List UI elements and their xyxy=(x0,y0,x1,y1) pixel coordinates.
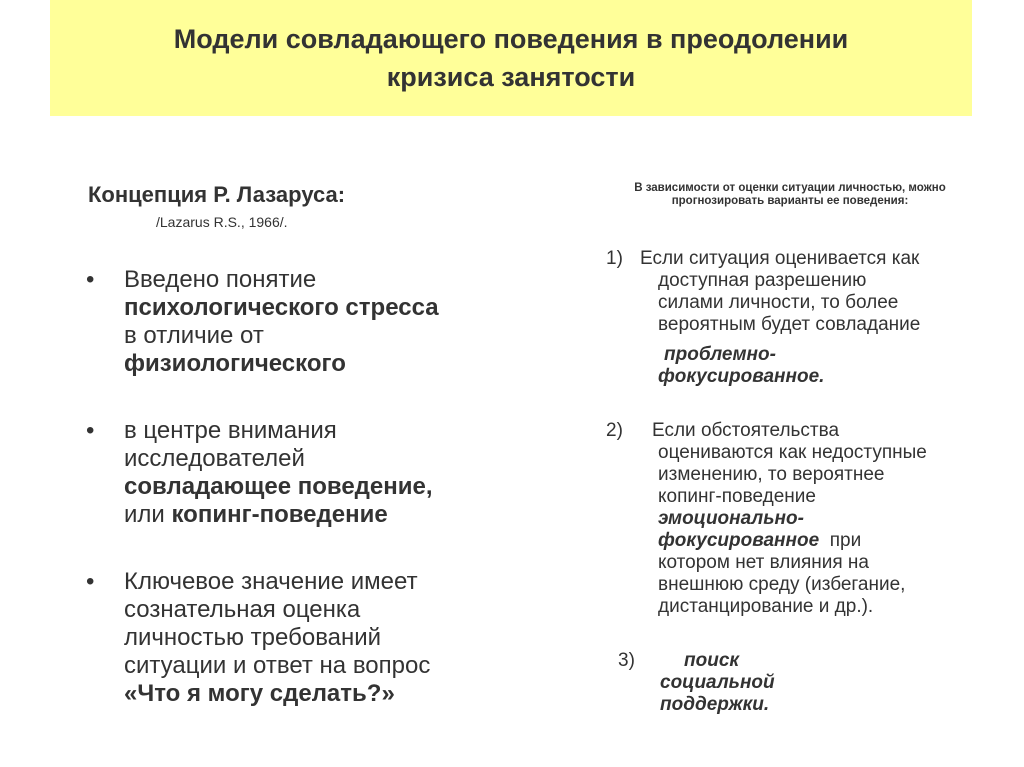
bullet-marker: • xyxy=(86,568,95,595)
right-intro-line-2: прогнозировать варианты ее поведения: xyxy=(671,195,909,207)
item-2-line-9: дистанцирование и др.). xyxy=(658,596,874,617)
item-2-line-6-rest: при xyxy=(819,530,862,551)
concept-heading: Концепция Р. Лазаруса: xyxy=(88,182,346,207)
item-3-line-3: поддержки. xyxy=(660,694,770,715)
bullet-3-line-5: «Что я могу сделать?» xyxy=(124,680,395,707)
item-1-line-6: фокусированное. xyxy=(658,366,825,387)
bullet-marker: • xyxy=(86,417,95,444)
item-2-line-8: внешнюю среду (избегание, xyxy=(658,574,906,595)
right-intro-line-1: В зависимости от оценки ситуации личностью, можно xyxy=(634,182,946,194)
item-2-line-2: оцениваются как недоступные xyxy=(658,442,927,463)
item-3-number: 3) xyxy=(618,650,635,671)
numbered-item-3 xyxy=(618,650,775,715)
bullet-2-line-1: в центре внимания xyxy=(124,417,337,444)
item-2-line-3: изменению, то вероятнее xyxy=(658,464,885,485)
title-banner xyxy=(50,0,972,116)
bullet-3-line-4: ситуации и ответ на вопрос xyxy=(124,652,431,679)
item-2-number: 2) xyxy=(606,420,623,441)
bullet-1-line-4: физиологического xyxy=(124,350,346,377)
slide-title xyxy=(174,20,849,96)
bullet-2-line-4-prefix: или xyxy=(124,501,172,528)
item-2-line-7: котором нет влияния на xyxy=(658,552,869,573)
bullet-3-line-1: Ключевое значение имеет xyxy=(124,568,418,595)
bullet-2-line-4: копинг-поведение xyxy=(171,501,388,528)
title-line-2: кризиса занятости xyxy=(386,62,636,92)
title-line-1: Модели совладающего поведения в преодолении xyxy=(173,24,849,54)
item-3-line-2: социальной xyxy=(660,672,775,693)
numbered-item-1 xyxy=(606,248,921,387)
item-2-line-5: эмоционально- xyxy=(658,508,804,529)
numbered-item-2 xyxy=(606,420,927,617)
bullet-3-line-3: личностью требований xyxy=(124,624,382,651)
item-2-line-4: копинг-поведение xyxy=(658,486,816,507)
item-1-line-3: силами личности, то более xyxy=(658,292,899,313)
item-2-line-6: фокусированное xyxy=(658,530,820,551)
item-1-line-1: Если ситуация оценивается как xyxy=(640,248,920,269)
bullet-3-line-2: сознательная оценка xyxy=(124,596,361,623)
item-1-line-4: вероятным будет совладание xyxy=(658,314,921,335)
item-1-number: 1) xyxy=(606,248,623,269)
item-3-line-1: поиск xyxy=(684,650,740,671)
item-2-line-1: Если обстоятельства xyxy=(652,420,840,441)
bullet-1-line-1: Введено понятие xyxy=(124,266,317,293)
bullet-1-line-3: в отличие от xyxy=(124,322,264,349)
bullet-2-line-3: совладающее поведение, xyxy=(124,473,433,500)
bullet-1-line-2: психологического стресса xyxy=(124,294,439,321)
right-intro xyxy=(580,182,1000,208)
bullet-marker: • xyxy=(86,266,95,293)
item-1-line-5: проблемно- xyxy=(664,344,776,365)
bullet-2-line-2: исследователей xyxy=(124,445,305,472)
concept-source: /Lazarus R.S., 1966/. xyxy=(156,214,288,230)
item-1-line-2: доступная разрешению xyxy=(658,270,867,291)
